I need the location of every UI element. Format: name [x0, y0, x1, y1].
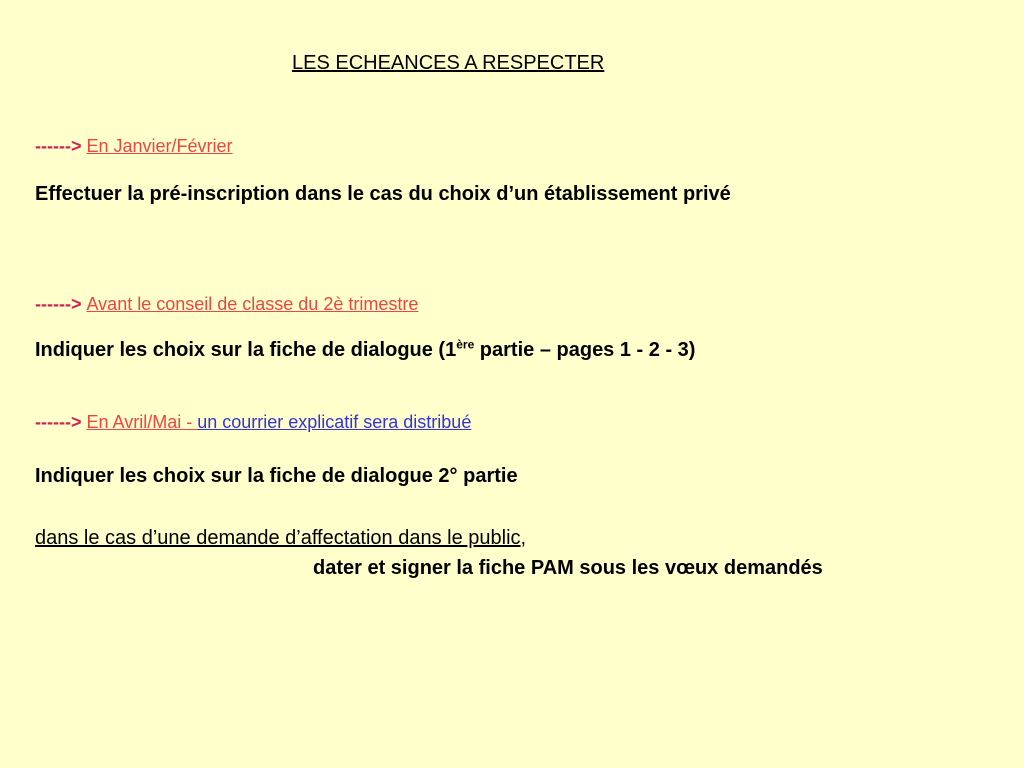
explanatory-letter-note: un courrier explicatif sera distribué	[197, 412, 472, 432]
section-1-heading	[35, 136, 233, 157]
section-2-text-end: partie – pages 1 - 2 - 3)	[474, 339, 696, 361]
section-1-text: Effectuer la pré-inscription dans le cas du choix d’un établissement privé	[35, 183, 731, 205]
section-3-instruction: dater et signer la fiche PAM sous les vœux demandés	[313, 557, 823, 579]
section-3-text: Indiquer les choix sur la fiche de dialogue 2° partie	[35, 465, 518, 487]
public-assignment-condition: dans le cas d’une demande d’affectation dans le public	[35, 527, 521, 549]
section-2-text-start: Indiquer les choix sur la fiche de dialogue (1	[35, 339, 457, 361]
superscript-ere: ère	[456, 337, 475, 352]
section-3-condition	[35, 527, 526, 550]
section-2-heading	[35, 294, 418, 315]
arrow-marker: ------>	[35, 412, 82, 432]
arrow-marker: ------>	[35, 294, 82, 314]
slide-title: LES ECHEANCES A RESPECTER	[292, 52, 605, 74]
condition-comma: ,	[520, 527, 527, 549]
section-2-text	[35, 339, 695, 362]
period-before-class-council: Avant le conseil de classe du 2è trimestre	[86, 294, 419, 314]
period-april-may: En Avril/Mai -	[86, 412, 198, 432]
section-3-heading	[35, 412, 471, 433]
arrow-marker: ------>	[35, 136, 82, 156]
period-january-february: En Janvier/Février	[86, 136, 233, 156]
